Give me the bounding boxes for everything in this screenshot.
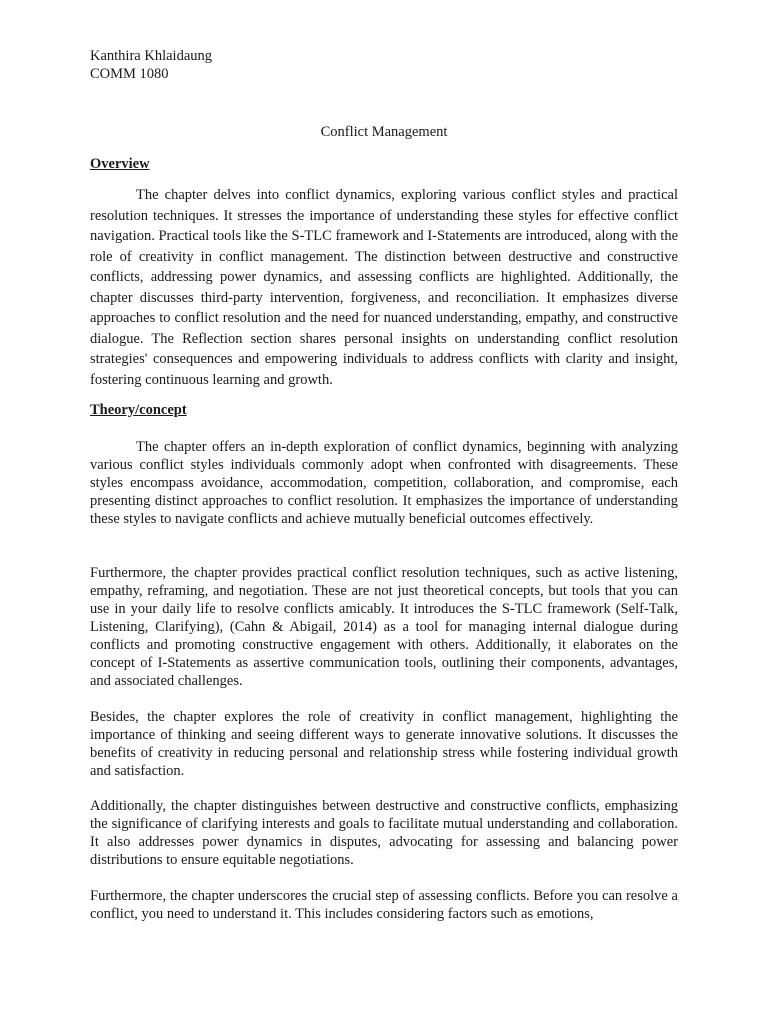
course-code: COMM 1080 <box>90 66 169 82</box>
author-name: Kanthira Khlaidaung <box>90 48 213 64</box>
document-title: Conflict Management <box>320 124 448 140</box>
theory-paragraph-1: The chapter offers an in-depth exploration of conflict dynamics, beginning with analyzing various conflict styles individuals commonly adopt when confronted with disagreements. These styles encompass avoidance, accommodation, competition, collaboration, and compromise, each presenting distinct approaches to conflict resolution. It emphasizes the importance of understanding these styles to navigate conflicts and achieve mutually beneficial outcomes effectively. <box>90 439 678 527</box>
overview-paragraph: The chapter delves into conflict dynamics, exploring various conflict styles and practical resolution techniques. It stresses the importance of understanding these styles for effective conflict navigation. Practical tools like the S-TLC framework and I-Statements are introduced, along with the role of creativity in conflict management. The distinction between destructive and constructive conflicts, addressing power dynamics, and assessing conflicts are highlighted. Additionally, the chapter discusses third-party intervention, forgiveness, and reconciliation. It emphasizes diverse approaches to conflict resolution and the need for nuanced understanding, empathy, and constructive dialogue. The Reflection section shares personal insights on understanding conflict resolution strategies' consequences and empowering individuals to address conflicts with clarity and insight, fostering continuous learning and growth. <box>90 187 678 388</box>
section-heading-theory: Theory/concept <box>90 402 187 418</box>
document-header <box>90 47 212 83</box>
theory-paragraph-2: Furthermore, the chapter provides practical conflict resolution techniques, such as active listening, empathy, reframing, and negotiation. These are not just theoretical concepts, but tools that you can use in your daily life to resolve conflicts amicably. It introduces the S-TLC framework (Self-Talk, Listening, Clarifying), (Cahn & Abigail, 2014) as a tool for managing internal dialogue during conflicts and promoting constructive engagement with others. Additionally, it elaborates on the concept of I-Statements as assertive communication tools, outlining their components, advantages, and associated challenges. <box>90 565 678 689</box>
theory-paragraph-4: Additionally, the chapter distinguishes between destructive and constructive conflicts, emphasizing the significance of clarifying interests and goals to facilitate mutual understanding and collaboration. It also addresses power dynamics in disputes, advocating for assessing and balancing power distributions to ensure equitable negotiations. <box>90 798 678 868</box>
theory-paragraph-3: Besides, the chapter explores the role of creativity in conflict management, highlighting the importance of thinking and seeing different ways to generate innovative solutions. It discusses the benefits of creativity in reducing personal and relationship stress while fostering individual growth and satisfaction. <box>90 709 678 779</box>
section-heading-overview: Overview <box>90 156 150 172</box>
theory-paragraph-5: Furthermore, the chapter underscores the crucial step of assessing conflicts. Before you can resolve a conflict, you need to understand it. This includes considering factors such as emotions, <box>90 888 678 922</box>
